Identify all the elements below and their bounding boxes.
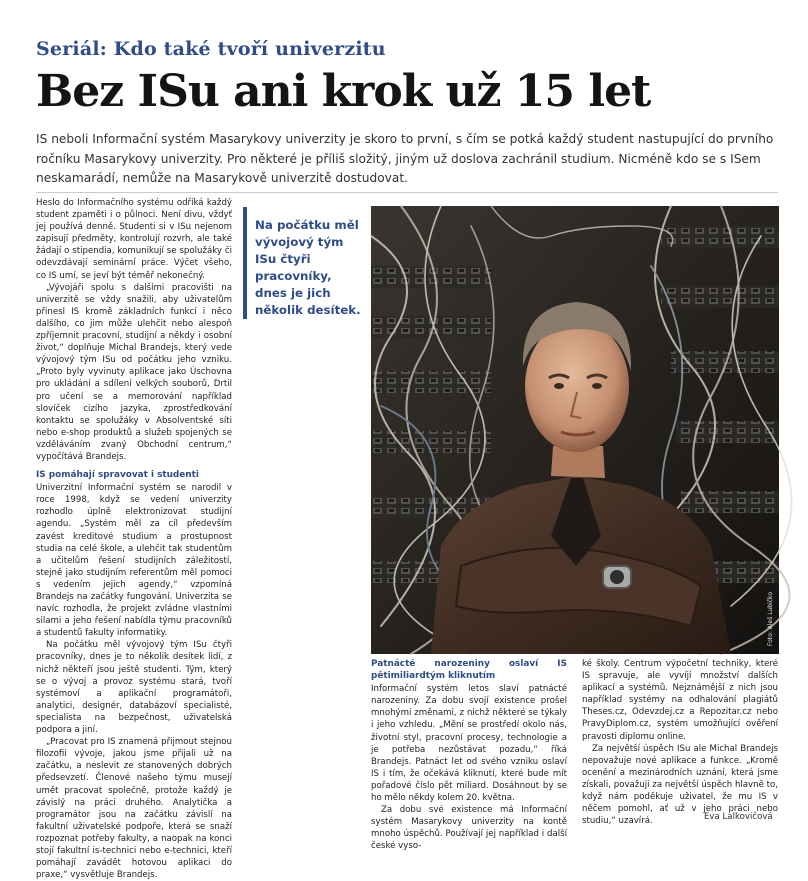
pull-quote: Na počátku měl vývojový tým ISu čtyři pracovníky, dnes je jich několik desítek. [243, 207, 367, 319]
paragraph: ké školy. Centrum výpočetní techniky, které IS spravuje, ale vyvíjí množství dalších aplikací a systémů. Nejznámější z nich jsou například systémy na odhalování plagiátů Theses.cz, Odevzdej.cz a Repozitar.cz nebo PravyDiplom.cz, systém umožňující ověření pravosti diplomu online. [582, 659, 778, 742]
subheading: IS pomáhají spravovat i studenti [36, 470, 199, 481]
right-column [582, 658, 778, 827]
headline: Bez ISu ani krok už 15 let [36, 66, 651, 117]
paragraph: Za dobu své existence má Informační systém Masarykovy univerzity na kontě mnoho úspěchů. Používají jej například i další české vyso- [371, 805, 567, 852]
author-byline: Eva Lalkovičová [704, 812, 773, 822]
series-title: Seriál: Kdo také tvoří univerzitu [36, 38, 386, 60]
paragraph: „Pracovat pro IS znamená přijmout stejnou filozofii vývoje, jakou jsme přijali už na začátku, a neslevit ze stanovených dobrých předsevzetí. Členové našeho týmu musejí umět pracovat společně, protože každý je závislý na práci druhého. Analytička a programátor jsou na začátku závislí na fakultní uživatelské podpoře, která se snaží rozpoznat potřeby fakulty, a naopak na konci stojí fakultní is-technici nebo e-technici, kteří pomáhají zavádět hotovou aplikaci do praxe,“ vysvětluje Brandejs. [36, 737, 232, 881]
paragraph: Univerzitní Informační systém se narodil v roce 1998, když se vedení univerzity rozhodlo úplně elektronizovat studijní agendu. „Systém měl za cíl především zavést kreditové studium a prostupnost studia na celé škole, a ulehčit tak studentům a učitelům řešení studijních záležitostí, stejně jako studijním referentům měl pomoci s vedením jejich agendy,“ vzpomíná Brandejs na začátky fungování. Univerzita se navíc rozhodla, že projekt zvládne vlastními silami a jeho řešení nabídla týmu pracovníků a studentů fakulty informatiky. [36, 483, 232, 639]
paragraph: Na počátku měl vývojový tým ISu čtyři pracovníky, dnes je to několik desítek lidí, z nichž někteří jsou ještě studenti. Tým, který se o vývoj a provoz systému stará, tvoří systémoví a aplikační programátoři, analytici, designér, databázoví specialisté, specialista na bezpečnost, uživatelská podpora a jiní. [36, 640, 232, 736]
subheading: Patnácté narozeniny oslaví IS pětimiliardtým kliknutím [371, 659, 567, 682]
paragraph: Za největší úspěch ISu ale Michal Brandejs nepovažuje nové aplikace a funkce. „Kromě ocenění a mezinárodních uznání, která jsme získali, považuji za největší úspěch hlavně to, když nám poděkuje uživatel, že mu IS v něčem pomohl, ať už v jeho práci nebo studiu,“ uzavírá. [582, 743, 778, 827]
paragraph: Informační systém letos slaví patnácté narozeniny. Za dobu svojí existence prošel mnohými změnami, z nichž některé se týkaly i jeho vzhledu. „Mění se prostředí okolo nás, životní styl, pracovní procesy, technologie a je potřeba nezůstávat pozadu,“ říká Brandejs. Patnáct let od svého vzniku oslaví IS i tím, že očekává kliknutí, které bude mít pořadové číslo pět miliard. Dosáhnout by se ho mělo někdy kolem 20. května. [371, 684, 567, 804]
photo-credit: Foto: Aleš Lubičko [767, 591, 774, 646]
divider [36, 192, 778, 193]
portrait-photo [371, 206, 779, 654]
lead-paragraph: IS neboli Informační systém Masarykovy univerzity je skoro to první, s čím se potká každý student nastupující do prvního ročníku Masarykovy univerzity. Pro některé je příliš složitý, jiným už doslova zachránil studium. Nicméně kdo se s ISem neskamarádí, nemůže na Masarykově univerzitě dostudovat. [36, 132, 774, 185]
paragraph: „Vývojáři spolu s dalšími pracovišti na univerzitě se vždy snažili, aby uživatelům přinesl IS kromě základních funkcí i něco dalšího, co jim může ulehčit nebo alespoň zpříjemnit pracovní, studijní a někdy i osobní život,“ doplňuje Michal Brandejs, který vede vývojový tým ISu od počátku jeho vzniku. „Proto byly vyvinuty aplikace jako Úschovna pro ukládání a sdílení velkých souborů, Drtil pro učení se a memorování například slovíček cizího jazyka, zprostředkování kontaktu se spolužáky v Absolventské síti nebo e-shop produktů a služeb spojených se vzděláváním zvaný Obchodní centrum,“ vypočítává Brandejs. [36, 282, 232, 462]
middle-column [371, 658, 567, 853]
server-room-portrait-illustration [371, 206, 779, 654]
left-column [36, 197, 232, 881]
paragraph: Heslo do Informačního systému odříká každý student zpaměti i o půlnoci. Není divu, vždyť jej používá denně. Studenti si v ISu nejenom zapisují předměty, kontrolují rozvrh, ale také žádají o stipendia, komunikují se spolužáky či odevzdávají seminární práce. Výčet všeho, co IS umí, se jeví být téměř nekonečný. [36, 198, 232, 281]
